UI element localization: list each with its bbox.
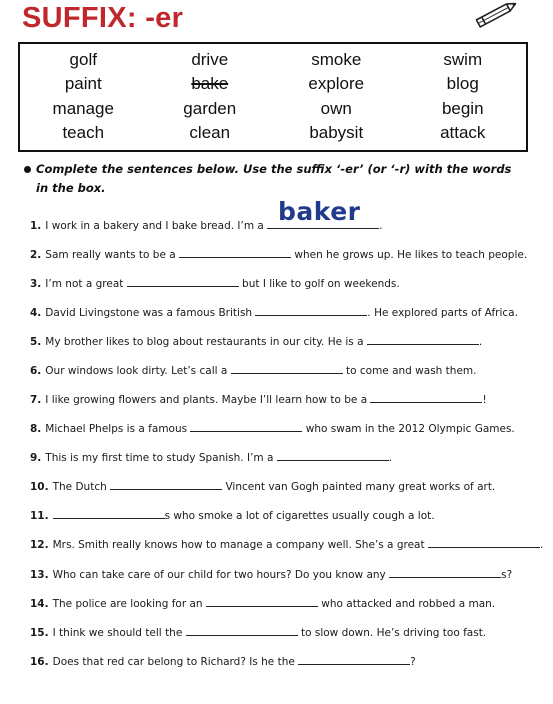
sentence-text-before: Does that red car belong to Richard? Is he the — [52, 656, 299, 668]
sentence-text-before: I work in a bakery and I bake bread. I’m a — [45, 220, 268, 232]
sentence-number: 12. — [30, 539, 49, 551]
sentence-text-before: My brother likes to blog about restaurants in our city. He is a — [45, 336, 367, 348]
sentence-item — [30, 391, 487, 407]
sentence-item — [30, 362, 476, 378]
answer-blank[interactable] — [186, 624, 298, 636]
handwritten-answer: baker — [278, 197, 361, 226]
sentence-number: 15. — [30, 627, 49, 639]
sentence-text-before: Sam really wants to be a — [45, 249, 180, 261]
sentence-number: 3. — [30, 278, 42, 290]
answer-blank[interactable] — [298, 653, 410, 665]
sentence-number: 16. — [30, 656, 49, 668]
page-title: SUFFIX: -er — [22, 2, 184, 34]
answer-blank[interactable] — [389, 566, 501, 578]
word-box-item: clean — [189, 122, 231, 142]
answer-blank[interactable] — [127, 275, 239, 287]
sentence-number: 7. — [30, 394, 42, 406]
sentence-item — [30, 420, 515, 436]
sentence-number: 8. — [30, 423, 42, 435]
sentence-number: 4. — [30, 307, 42, 319]
sentence-text-after: ! — [482, 394, 487, 406]
word-box-item: manage — [52, 98, 114, 118]
sentence-text-after: but I like to golf on weekends. — [238, 278, 400, 290]
sentence-item — [30, 566, 512, 582]
sentence-text-after: Vincent van Gogh painted many great works of art. — [222, 481, 496, 493]
sentence-number: 6. — [30, 365, 42, 377]
sentence-text-before: The police are looking for an — [52, 598, 206, 610]
sentence-text-before: I like growing flowers and plants. Maybe I’ll learn how to be a — [45, 394, 371, 406]
sentence-item — [30, 217, 383, 233]
sentence-text-before: Michael Phelps is a famous — [45, 423, 191, 435]
bullet-icon — [24, 166, 31, 173]
sentence-number: 13. — [30, 569, 49, 581]
word-box-item: drive — [191, 50, 229, 70]
word-box-item: own — [320, 98, 352, 118]
sentence-text-after: . He explored parts of Africa. — [367, 307, 518, 319]
sentence-text-after: to slow down. He’s driving too fast. — [297, 627, 487, 639]
sentence-item — [30, 624, 486, 640]
pencil-icon — [470, 0, 522, 28]
sentence-text-before: Mrs. Smith really knows how to manage a company well. She’s a great — [52, 539, 428, 551]
answer-blank[interactable] — [367, 333, 479, 345]
sentence-item — [30, 304, 518, 320]
sentence-number: 11. — [30, 510, 49, 522]
word-box-item: begin — [441, 98, 484, 118]
sentence-item — [30, 333, 482, 349]
sentence-text-after: who attacked and robbed a man. — [317, 598, 496, 610]
word-box-item: babysit — [309, 122, 364, 142]
instructions — [36, 160, 516, 198]
word-box-item: paint — [64, 74, 102, 94]
word-box-item: explore — [308, 74, 365, 94]
sentence-text-before: The Dutch — [52, 481, 111, 493]
word-box-item: attack — [440, 122, 486, 142]
answer-blank[interactable] — [206, 595, 318, 607]
sentence-text-before: Who can take care of our child for two hours? Do you know any — [52, 569, 390, 581]
sentence-text-before: Our windows look dirty. Let’s call a — [45, 365, 231, 377]
instructions-text: Complete the sentences below. Use the suffix ‘-er’ (or ‘-r) with the words in the box. — [36, 162, 512, 195]
sentence-number: 14. — [30, 598, 49, 610]
sentence-text-before: I think we should tell the — [52, 627, 186, 639]
word-box-item: golf — [69, 50, 97, 70]
sentence-item — [30, 449, 392, 465]
sentence-text-after: when he grows up. He likes to teach people. — [291, 249, 528, 261]
word-box — [18, 42, 528, 152]
answer-blank[interactable] — [53, 507, 165, 519]
sentence-item — [30, 653, 416, 669]
answer-blank[interactable] — [110, 478, 222, 490]
answer-blank[interactable] — [179, 246, 291, 258]
sentence-text-after: to come and wash them. — [342, 365, 477, 377]
sentence-text-after: who swam in the 2012 Olympic Games. — [302, 423, 515, 435]
word-box-item: blog — [446, 74, 479, 94]
sentence-number: 5. — [30, 336, 42, 348]
word-box-item: teach — [62, 122, 105, 142]
sentence-text-before: This is my first time to study Spanish. I’m a — [45, 452, 277, 464]
sentence-item — [30, 536, 543, 552]
word-box-item: smoke — [311, 50, 362, 70]
sentence-text-before: David Livingstone was a famous British — [45, 307, 256, 319]
sentence-text-after: s who smoke a lot of cigarettes usually cough a lot. — [164, 510, 435, 522]
sentence-item — [30, 595, 495, 611]
sentence-number: 9. — [30, 452, 42, 464]
sentence-item — [30, 246, 527, 262]
answer-blank[interactable] — [428, 536, 540, 548]
answer-blank[interactable] — [231, 362, 343, 374]
sentence-text-before: I’m not a great — [45, 278, 127, 290]
sentence-item — [30, 275, 400, 291]
sentence-number: 2. — [30, 249, 42, 261]
word-box-item: garden — [183, 98, 237, 118]
sentence-text-after: ? — [410, 656, 416, 668]
sentence-item — [30, 478, 495, 494]
sentence-text-after: . — [478, 336, 483, 348]
answer-blank[interactable] — [255, 304, 367, 316]
answer-blank[interactable] — [267, 217, 379, 229]
sentence-number: 10. — [30, 481, 49, 493]
word-box-item: swim — [443, 50, 483, 70]
sentence-number: 1. — [30, 220, 42, 232]
word-box-item: bake — [191, 74, 229, 94]
answer-blank[interactable] — [190, 420, 302, 432]
answer-blank[interactable] — [370, 391, 482, 403]
answer-blank[interactable] — [277, 449, 389, 461]
sentence-text-after: s? — [501, 569, 513, 581]
sentence-text-after: . — [539, 539, 544, 551]
sentence-text-after: . — [379, 220, 383, 232]
sentence-text-after: . — [388, 452, 393, 464]
sentence-item — [30, 507, 435, 523]
